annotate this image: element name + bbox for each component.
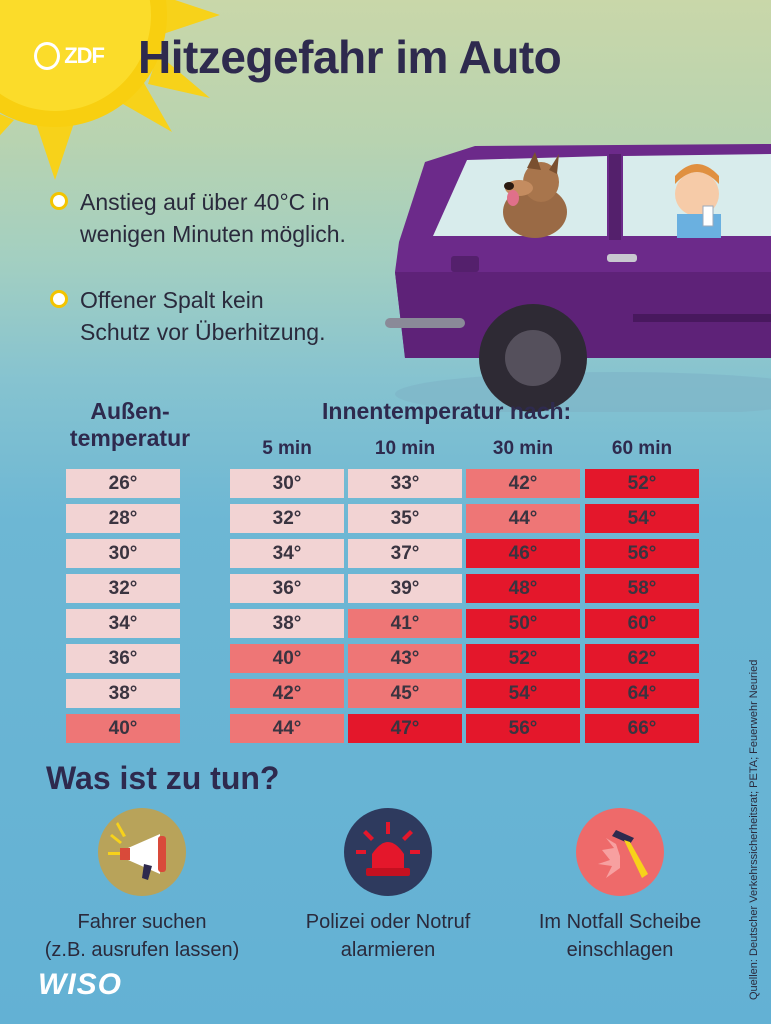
sources-note: Quellen: Deutscher Verkehrssicherheitsrat; PETA; Feuerwehr Neuried — [748, 659, 760, 1000]
inside-temp-cell: 40° — [230, 644, 344, 673]
inside-temp-cell: 42° — [230, 679, 344, 708]
inside-temp-cell: 37° — [348, 539, 462, 568]
bullet-text — [80, 284, 325, 348]
inside-temp-cell: 56° — [585, 539, 699, 568]
siren-icon — [344, 808, 432, 896]
hammer-icon — [576, 808, 664, 896]
action-label — [268, 908, 508, 964]
zdf-logo-text: ZDF — [64, 43, 104, 68]
inside-temp-cell: 39° — [348, 574, 462, 603]
column-header-5-min: 5 min — [262, 438, 312, 459]
inside-temp-cell: 47° — [348, 714, 462, 743]
bullet-text — [80, 186, 346, 250]
inside-temperature-header: Innentemperatur nach: — [322, 398, 572, 424]
child-icon — [675, 164, 721, 238]
inside-temp-cell: 48° — [466, 574, 580, 603]
column-header-10-min: 10 min — [374, 438, 436, 459]
action-call-police — [268, 808, 508, 964]
action-label-line: Fahrer suchen — [77, 911, 207, 933]
header-line: Außen- — [90, 398, 170, 424]
megaphone-icon — [98, 808, 186, 896]
bullet-line: Offener Spalt kein — [80, 287, 264, 313]
header-line: temperatur — [69, 425, 191, 451]
action-label — [22, 908, 262, 964]
inside-temp-cell: 38° — [230, 609, 344, 638]
inside-temp-cell: 54° — [585, 504, 699, 533]
outside-temp-cell: 30° — [66, 539, 180, 568]
bullet-item — [50, 186, 410, 250]
outside-temp-cell: 36° — [66, 644, 180, 673]
inside-temp-cell: 32° — [230, 504, 344, 533]
inside-temp-cell: 52° — [466, 644, 580, 673]
column-header-60-min: 60 min — [611, 438, 673, 459]
wiso-logo: WISO — [38, 968, 122, 1001]
zdf-logo — [34, 38, 104, 74]
inside-temp-cell: 66° — [585, 714, 699, 743]
inside-temp-cell: 52° — [585, 469, 699, 498]
zdf-ring-icon — [34, 42, 60, 70]
bullet-list — [50, 186, 410, 382]
sun-icon — [0, 0, 220, 180]
bullet-dot-icon — [50, 290, 68, 308]
inside-temp-cell: 43° — [348, 644, 462, 673]
action-find-driver — [22, 808, 262, 964]
inside-temp-cell: 62° — [585, 644, 699, 673]
action-label-line: alarmieren — [340, 939, 436, 961]
column-header-30-min: 30 min — [492, 438, 554, 459]
inside-temp-cell: 64° — [585, 679, 699, 708]
inside-temp-cell: 41° — [348, 609, 462, 638]
bullet-item — [50, 284, 410, 348]
bullet-line: Schutz vor Überhitzung. — [80, 319, 326, 345]
inside-temp-cell: 44° — [230, 714, 344, 743]
car-illustration — [385, 132, 771, 412]
what-to-do-title: Was ist zu tun? — [46, 760, 280, 796]
outside-temp-cell: 32° — [66, 574, 180, 603]
inside-temp-cell: 35° — [348, 504, 462, 533]
outside-temp-cell: 28° — [66, 504, 180, 533]
action-break-window — [500, 808, 740, 964]
action-label-line: einschlagen — [566, 939, 674, 961]
inside-temp-cell: 54° — [466, 679, 580, 708]
inside-temp-cell: 33° — [348, 469, 462, 498]
outside-temp-cell: 38° — [66, 679, 180, 708]
inside-temp-cell: 36° — [230, 574, 344, 603]
bullet-line: wenigen Minuten möglich. — [80, 221, 346, 247]
inside-temp-cell: 34° — [230, 539, 344, 568]
action-label-line: (z.B. ausrufen lassen) — [44, 939, 240, 961]
outside-temp-cell: 26° — [66, 469, 180, 498]
action-label-line: Polizei oder Notruf — [305, 911, 471, 933]
outside-temp-cell: 34° — [66, 609, 180, 638]
inside-temp-cell: 60° — [585, 609, 699, 638]
outside-temp-cell: 40° — [66, 714, 180, 743]
inside-temp-cell: 56° — [466, 714, 580, 743]
action-label-line: Im Notfall Scheibe — [538, 911, 702, 933]
inside-temp-cell: 58° — [585, 574, 699, 603]
bullet-dot-icon — [50, 192, 68, 210]
page-title: Hitzegefahr im Auto — [138, 31, 562, 83]
inside-temp-cell: 42° — [466, 469, 580, 498]
inside-temp-cell: 44° — [466, 504, 580, 533]
inside-temp-cell: 45° — [348, 679, 462, 708]
inside-temp-cell: 30° — [230, 469, 344, 498]
inside-temp-cell: 50° — [466, 609, 580, 638]
bullet-line: Anstieg auf über 40°C in — [80, 189, 330, 215]
outside-temperature-header — [40, 398, 220, 452]
action-label — [500, 908, 740, 964]
inside-temp-cell: 46° — [466, 539, 580, 568]
